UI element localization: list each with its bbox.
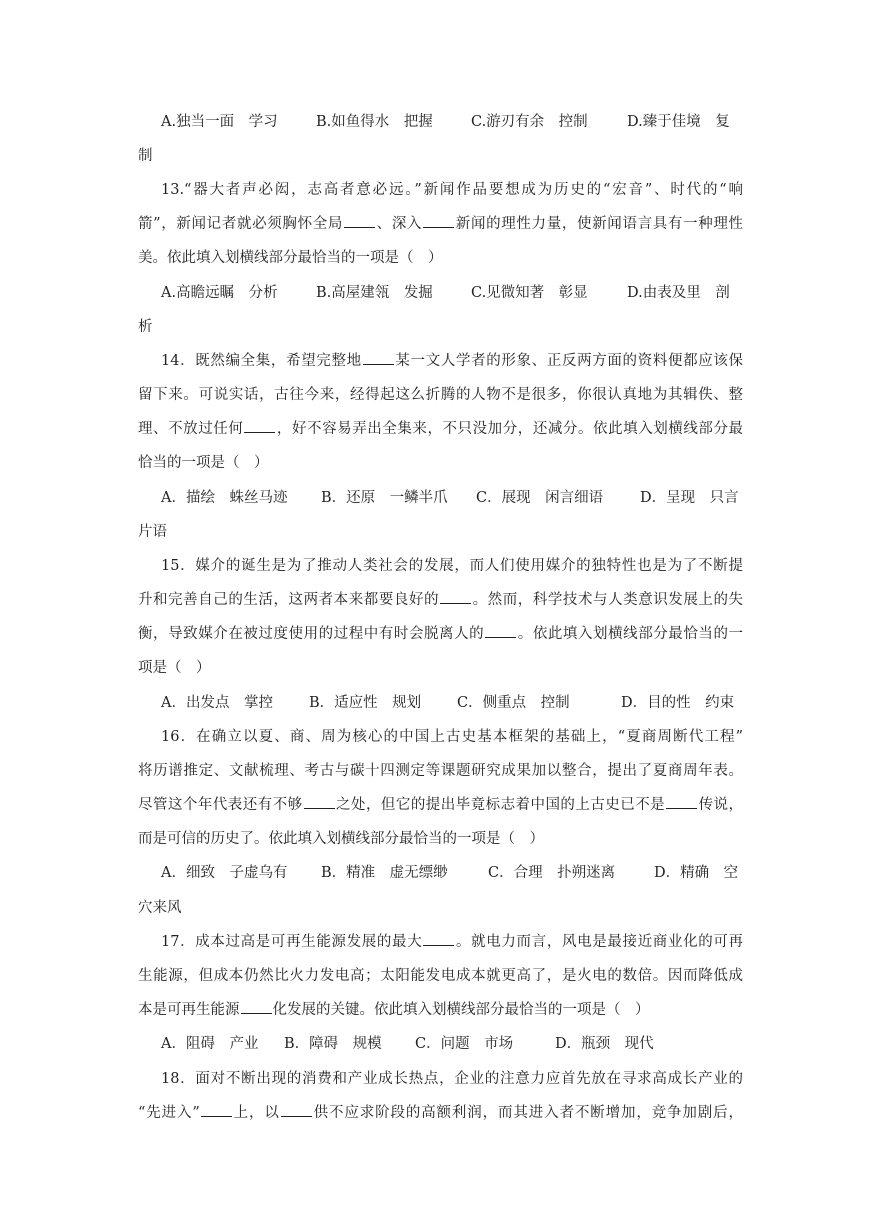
- q17-option-c[interactable]: C．问题 市场: [415, 1036, 514, 1052]
- q14-stem-line-2: 留下来。可说实话，古往今来，经得起这么折腾的人物不是很多，你很认真地为其辑佚、整: [138, 387, 743, 403]
- q12-option-b[interactable]: B.如鱼得水 把握: [316, 114, 433, 130]
- q13-stem-line-2: 箭”，新闻记者就必须胸怀全局 、深入 新闻的理性力量，使新闻语言具有一种理性: [138, 213, 743, 235]
- answer-blank[interactable]: [423, 213, 454, 228]
- q15-option-c[interactable]: C．侧重点 控制: [457, 695, 570, 711]
- q14-option-b[interactable]: B．还原 一鳞半爪: [321, 490, 448, 506]
- q17-option-d[interactable]: D．瓶颈 现代: [555, 1036, 654, 1052]
- answer-blank[interactable]: [304, 794, 335, 809]
- q13-option-wrap: 析: [138, 319, 153, 335]
- q13-option-d[interactable]: D.由表及里 剖: [627, 285, 730, 301]
- q18-stem-line-2: “先进入” 上，以 供不应求阶段的高额利润，而其进入者不断增加，竞争加剧后，: [138, 1102, 743, 1124]
- q16-stem-line-3: 尽管这个年代表还有不够 之处，但它的提出毕竟标志着中国的上古史已不是 传说，: [138, 794, 743, 816]
- q15-option-d[interactable]: D．目的性 约束: [621, 695, 735, 711]
- q13-option-c[interactable]: C.见微知著 彰显: [471, 285, 588, 301]
- q15-option-b[interactable]: B．适应性 规划: [309, 695, 422, 711]
- answer-blank[interactable]: [423, 931, 454, 946]
- q12-option-a[interactable]: A.独当一面 学习: [161, 114, 278, 130]
- answer-blank[interactable]: [440, 589, 471, 604]
- q16-option-b[interactable]: B．精准 虚无缥缈: [321, 865, 448, 881]
- q16-option-c[interactable]: C．合理 扑朔迷离: [488, 865, 616, 881]
- q17-option-b[interactable]: B．障碍 规模: [284, 1036, 382, 1052]
- q14-option-a[interactable]: A．描绘 蛛丝马迹: [161, 490, 288, 506]
- q16-options: [161, 862, 743, 884]
- q16-stem-line-4: 而是可信的历史了。依此填入划横线部分最恰当的一项是（ ）: [138, 831, 544, 847]
- answer-blank[interactable]: [363, 350, 394, 365]
- answer-blank[interactable]: [244, 418, 275, 433]
- q17-stem-line-1: 17．成本过高是可再生能源发展的最大 。就电力而言，风电是最接近商业化的可再: [161, 931, 743, 953]
- answer-blank[interactable]: [485, 623, 516, 638]
- q15-stem-line-2: 升和完善自己的生活，这两者本来都要良好的 。然而，科学技术与人类意识发展上的失: [138, 589, 743, 611]
- q14-options: [161, 487, 743, 509]
- q13-option-a[interactable]: A.高瞻远瞩 分析: [161, 285, 278, 301]
- q16-stem-line-1: 16．在确立以夏、商、周为核心的中国上古史基本框架的基础上，“夏商周断代工程”: [161, 729, 743, 745]
- answer-blank[interactable]: [201, 1102, 232, 1117]
- q16-option-wrap: 穴来风: [138, 900, 182, 916]
- q15-options: [161, 692, 743, 714]
- q12-options: [161, 111, 743, 133]
- q16-option-a[interactable]: A．细致 子虚乌有: [161, 865, 288, 881]
- q17-stem-line-3: 本是可再生能源 化发展的关键。依此填入划横线部分最恰当的一项是（ ）: [138, 999, 743, 1021]
- q15-option-a[interactable]: A．出发点 掌控: [161, 695, 273, 711]
- q16-option-d[interactable]: D．精确 空: [654, 865, 739, 881]
- q14-option-c[interactable]: C．展现 闲言细语: [476, 490, 604, 506]
- q14-stem-line-4: 恰当的一项是（ ）: [138, 455, 269, 471]
- q13-option-b[interactable]: B.高屋建瓴 发掘: [316, 285, 433, 301]
- q14-stem-line-3: 理、不放过任何 ，好不容易弄出全集来，不只没加分，还减分。依此填入划横线部分最: [138, 418, 743, 440]
- q12-option-c[interactable]: C.游刃有余 控制: [471, 114, 588, 130]
- q15-stem-line-4: 项是（ ）: [138, 660, 211, 676]
- q17-options: [161, 1033, 743, 1055]
- q14-option-wrap: 片语: [138, 524, 167, 540]
- q15-stem-line-1: 15．媒介的诞生是为了推动人类社会的发展，而人们使用媒介的独特性也是为了不断提: [161, 558, 743, 574]
- q17-option-a[interactable]: A．阻碍 产业: [161, 1036, 259, 1052]
- q13-stem-line-3: 美。依此填入划横线部分最恰当的一项是（ ）: [138, 250, 443, 266]
- q12-option-d[interactable]: D.臻于佳境 复: [627, 114, 730, 130]
- q14-option-d[interactable]: D．呈现 只言: [640, 490, 739, 506]
- answer-blank[interactable]: [666, 794, 697, 809]
- q14-stem-line-1: 14．既然编全集，希望完整地 某一文人学者的形象、正反两方面的资料便都应该保: [161, 350, 743, 372]
- answer-blank[interactable]: [241, 999, 272, 1014]
- answer-blank[interactable]: [344, 213, 375, 228]
- q13-options: [161, 282, 743, 304]
- q15-stem-line-3: 衡，导致媒介在被过度使用的过程中有时会脱离人的 。依此填入划横线部分最恰当的一: [138, 623, 743, 645]
- q13-stem-line-1: 13.“器大者声必闳，志高者意必远。”新闻作品要想成为历史的“宏音”、时代的“响: [161, 182, 743, 198]
- answer-blank[interactable]: [281, 1102, 312, 1117]
- q16-stem-line-2: 将历谱推定、文献梳理、考古与碳十四测定等课题研究成果加以整合，提出了夏商周年表。: [138, 763, 743, 779]
- q17-stem-line-2: 生能源，但成本仍然比火力发电高；太阳能发电成本就更高了，是火电的数倍。因而降低成: [138, 968, 743, 984]
- q18-stem-line-1: 18．面对不断出现的消费和产业成长热点，企业的注意力应首先放在寻求高成长产业的: [161, 1071, 743, 1087]
- q12-option-wrap: 制: [138, 148, 153, 164]
